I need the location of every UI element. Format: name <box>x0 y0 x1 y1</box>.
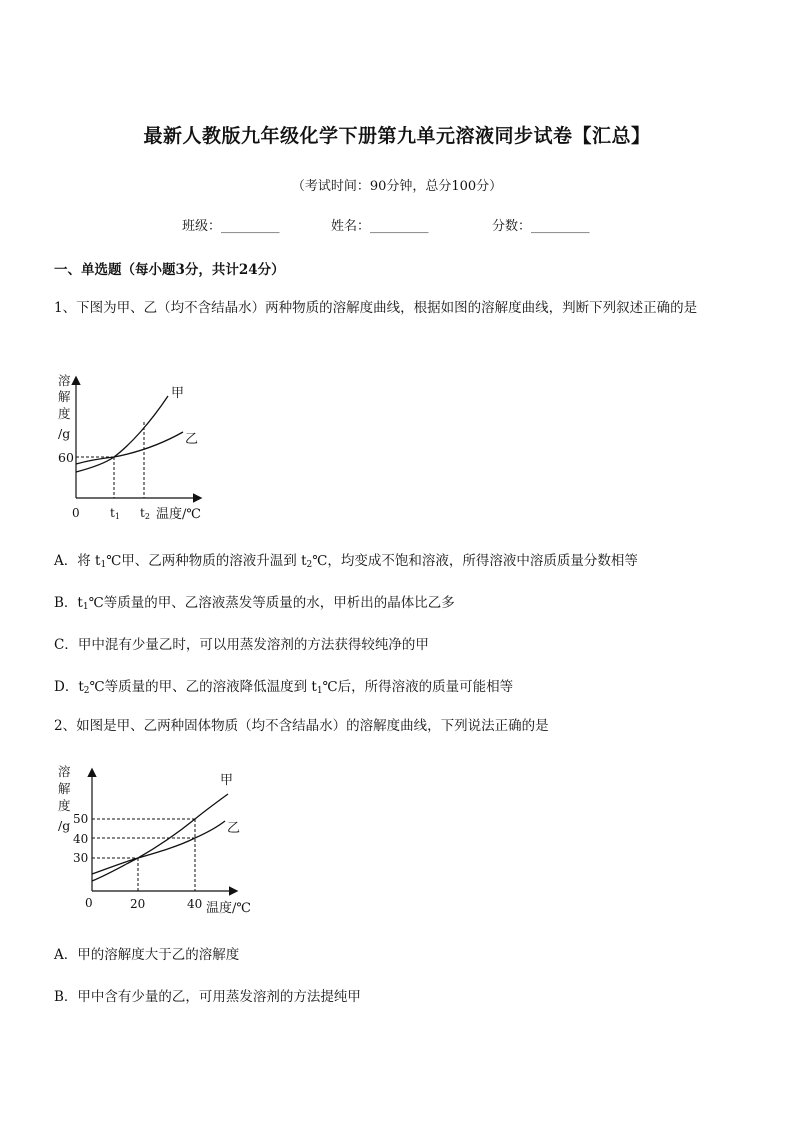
q1-label-jia: 甲 <box>171 386 185 401</box>
q2-yunit: /g <box>58 818 71 833</box>
score-label: 分数： <box>492 219 532 234</box>
q2-ylabel-2: 解 <box>58 781 71 796</box>
q2-ytick-50: 50 <box>73 812 89 826</box>
name-blank: _________ <box>370 219 429 234</box>
section-heading: 一、单选题（每小题3分，共计24分） <box>54 262 285 278</box>
q2-option-b[interactable]: B．甲中含有少量的乙，可用蒸发溶剂的方法提纯甲 <box>54 989 361 1005</box>
q1-option-d[interactable]: D．$t_2℃$等质量的甲、乙的溶液降低温度到 $t_1℃$后，所得溶液的质量可能相等 <box>54 679 514 696</box>
q1-ytick-60: 60 <box>58 450 74 465</box>
q2-ylabel-3: 度 <box>58 798 71 813</box>
q1-ylabel-1: 溶 <box>58 373 71 388</box>
q1-solubility-chart <box>50 368 220 528</box>
q2-xtick-20: 20 <box>130 897 146 911</box>
name-field <box>331 215 429 234</box>
class-field <box>182 215 280 234</box>
class-label: 班级： <box>182 219 222 234</box>
q2-option-a[interactable]: A．甲的溶解度大于乙的溶解度 <box>54 947 240 963</box>
q1-xtick-t2: t2 <box>140 506 150 521</box>
q2-ytick-40: 40 <box>73 832 89 846</box>
q1-ylabel-3: 度 <box>58 406 71 421</box>
q2-solubility-chart <box>54 762 264 922</box>
q1-xlabel: 温度/℃ <box>156 507 201 522</box>
q2-ytick-30: 30 <box>73 851 89 865</box>
question-2-stem: 2、如图是甲、乙两种固体物质（均不含结晶水）的溶解度曲线，下列说法正确的是 <box>54 718 549 734</box>
q1-yunit: /g <box>58 426 71 441</box>
q1-option-c[interactable]: C．甲中混有少量乙时，可以用蒸发溶剂的方法获得较纯净的甲 <box>54 637 429 653</box>
q2-label-yi: 乙 <box>227 821 241 836</box>
score-field <box>492 215 590 234</box>
name-label: 姓名： <box>331 219 371 234</box>
q1-origin: 0 <box>72 506 80 520</box>
q1-curve-yi <box>76 432 183 464</box>
q1-label-yi: 乙 <box>185 432 199 447</box>
q1-ylabel-2: 解 <box>58 389 71 404</box>
exam-subtitle: （考试时间：90分钟，总分100分） <box>291 179 503 194</box>
q2-origin: 0 <box>85 896 93 910</box>
score-blank: _________ <box>531 219 590 234</box>
q2-xlabel: 温度/℃ <box>206 901 251 916</box>
q1-option-a[interactable]: A．将 $t_1℃$甲、乙两种物质的溶液升温到 $t_2℃$，均变成不饱和溶液，所得溶液中溶质质量分数相等 <box>54 553 638 570</box>
page-title: 最新人教版九年级化学下册第九单元溶液同步试卷【汇总】 <box>143 125 651 147</box>
class-blank: _________ <box>221 219 280 234</box>
question-1-stem: 1、下图为甲、乙（均不含结晶水）两种物质的溶解度曲线，根据如图的溶解度曲线，判断下列叙述正确的是 <box>54 300 698 316</box>
q2-label-jia: 甲 <box>220 773 234 788</box>
q2-ylabel-1: 溶 <box>58 764 71 779</box>
q2-xtick-40: 40 <box>187 897 203 911</box>
q1-xtick-t1: t1 <box>110 506 120 521</box>
q1-option-b[interactable]: B．$t_1℃$等质量的甲、乙溶液蒸发等质量的水，甲析出的晶体比乙多 <box>54 595 455 612</box>
q2-curve-yi <box>92 821 225 874</box>
